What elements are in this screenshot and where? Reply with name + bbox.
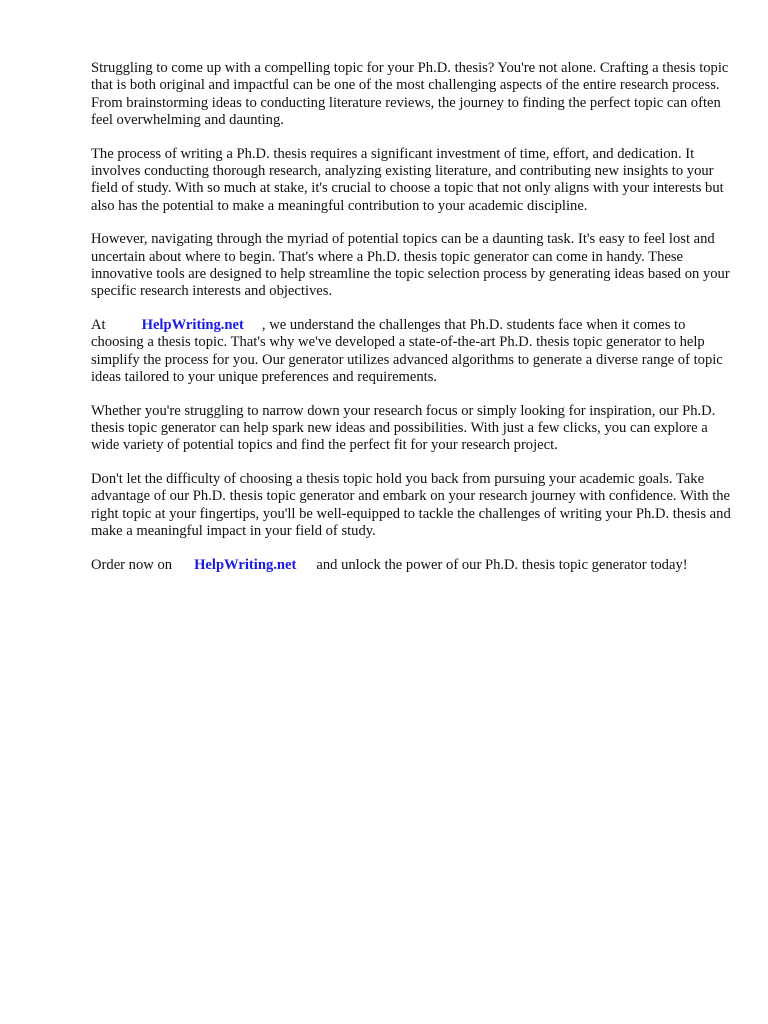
paragraph-navigating: However, navigating through the myriad of potential topics can be a daunting task. It's easy to feel lost and uncertain about where to begin. That's where a Ph.D. thesis topic generator can come in handy. These innovative tools are designed to help streamline the topic selection process by generating ideas based on your specific research interests and objectives. — [91, 231, 730, 300]
paragraph-order-now — [91, 557, 731, 574]
paragraph-at-helpwriting — [91, 317, 731, 386]
paragraph-at-suffix: , we understand the challenges that Ph.D. students face when it comes to choosing a thesis topic. That's why we've developed a state-of-the-art Ph.D. thesis topic generator to help simplify the process for you. Our generator utilizes advanced algorithms to generate a diverse range of topic ideas tailored to your unique preferences and requirements. — [91, 317, 723, 385]
order-now-suffix: and unlock the power of our Ph.D. thesis topic generator today! — [316, 556, 688, 573]
document-page — [91, 60, 731, 591]
paragraph-at-prefix: At — [91, 317, 106, 334]
order-helpwriting-link[interactable]: HelpWriting.net — [194, 556, 297, 573]
order-now-prefix: Order now on — [91, 556, 173, 573]
paragraph-intro: Struggling to come up with a compelling topic for your Ph.D. thesis? You're not alone. Crafting a thesis topic that is both original and impactful can be one of the most challenging aspects of the entire research process. From brainstorming ideas to conducting literature reviews, the journey to finding the perfect topic can often feel overwhelming and daunting. — [91, 60, 729, 128]
paragraph-whether: Whether you're struggling to narrow down your research focus or simply looking for inspiration, our Ph.D. thesis topic generator can help spark new ideas and possibilities. With just a few clicks, you can explore a wide variety of potential topics and find the perfect fit for your research project. — [91, 402, 716, 454]
paragraph-dont-let: Don't let the difficulty of choosing a thesis topic hold you back from pursuing your academic goals. Take advantage of our Ph.D. thesis topic generator and embark on your research journey with confidence. With the right topic at your fingertips, you'll be well-equipped to tackle the challenges of writing your Ph.D. thesis and make a meaningful impact in your field of study. — [91, 471, 731, 540]
paragraph-process: The process of writing a Ph.D. thesis requires a significant investment of time, effort, and dedication. It involves conducting thorough research, analyzing existing literature, and contributing new insights to your field of study. With so much at stake, it's crucial to choose a topic that not only aligns with your interests but also has the potential to make a meaningful contribution to your academic discipline. — [91, 145, 724, 214]
helpwriting-link[interactable]: HelpWriting.net — [141, 317, 244, 334]
